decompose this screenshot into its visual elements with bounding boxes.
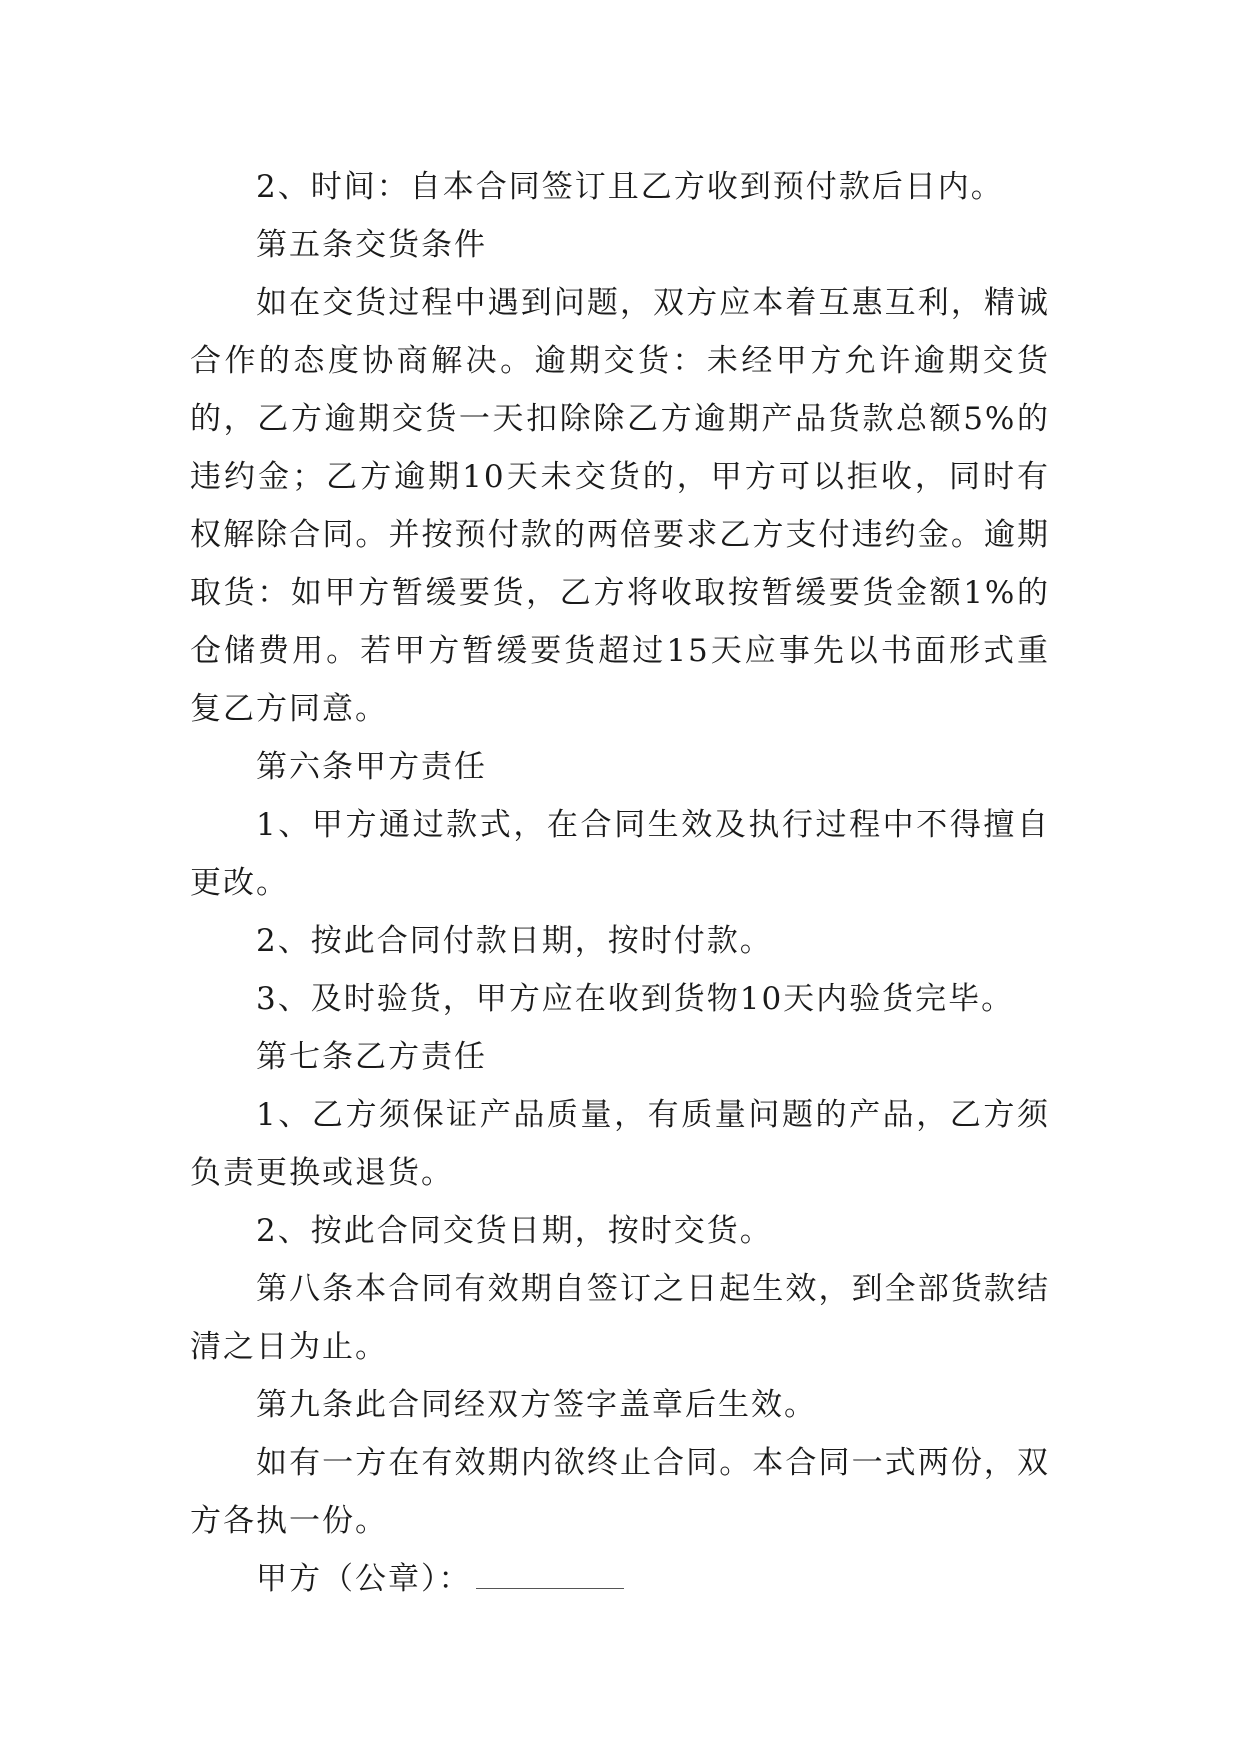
paragraph-article-8: 第八条本合同有效期自签订之日起生效，到全部货款结清之日为止。 (190, 1271, 1050, 1365)
paragraph-party-b-item-1: 1、乙方须保证产品质量，有质量问题的产品，乙方须负责更换或退货。 (190, 1097, 1050, 1191)
paragraph-time-clause: 2、时间：自本合同签订且乙方收到预付款后日内。 (256, 169, 1004, 205)
paragraph-termination: 如有一方在有效期内欲终止合同。本合同一式两份，双方各执一份。 (190, 1445, 1050, 1539)
paragraph-delivery-conditions: 如在交货过程中遇到问题，双方应本着互惠互利，精诚合作的态度协商解决。逾期交货：未经甲方允许逾期交货的，乙方逾期交货一天扣除除乙方逾期产品货款总额5%的违约金；乙方逾期10天未交货的，甲方可以拒收，同时有权解除合同。并按预付款的两倍要求乙方支付违约金。逾期取货：如甲方暂缓要货，乙方将收取按暂缓要货金额1%的仓储费用。若甲方暂缓要货超过15天应事先以书面形式重复乙方同意。 (190, 285, 1050, 727)
heading-article-7: 第七条乙方责任 (256, 1039, 487, 1075)
paragraph-party-a-item-1: 1、甲方通过款式，在合同生效及执行过程中不得擅自更改。 (190, 807, 1050, 901)
paragraph-article-9: 第九条此合同经双方签字盖章后生效。 (256, 1387, 817, 1423)
heading-article-6: 第六条甲方责任 (256, 749, 487, 785)
signature-party-a (190, 1550, 1050, 1608)
signature-label: 甲方（公章）： (256, 1561, 472, 1597)
paragraph-party-b-item-2: 2、按此合同交货日期，按时交货。 (256, 1213, 773, 1249)
paragraph-party-a-item-3: 3、及时验货，甲方应在收到货物10天内验货完毕。 (256, 981, 1015, 1017)
signature-blank-line (476, 1560, 624, 1589)
heading-article-5: 第五条交货条件 (256, 227, 487, 263)
paragraph-party-a-item-2: 2、按此合同付款日期，按时付款。 (256, 923, 773, 959)
document-page (190, 158, 1050, 1608)
